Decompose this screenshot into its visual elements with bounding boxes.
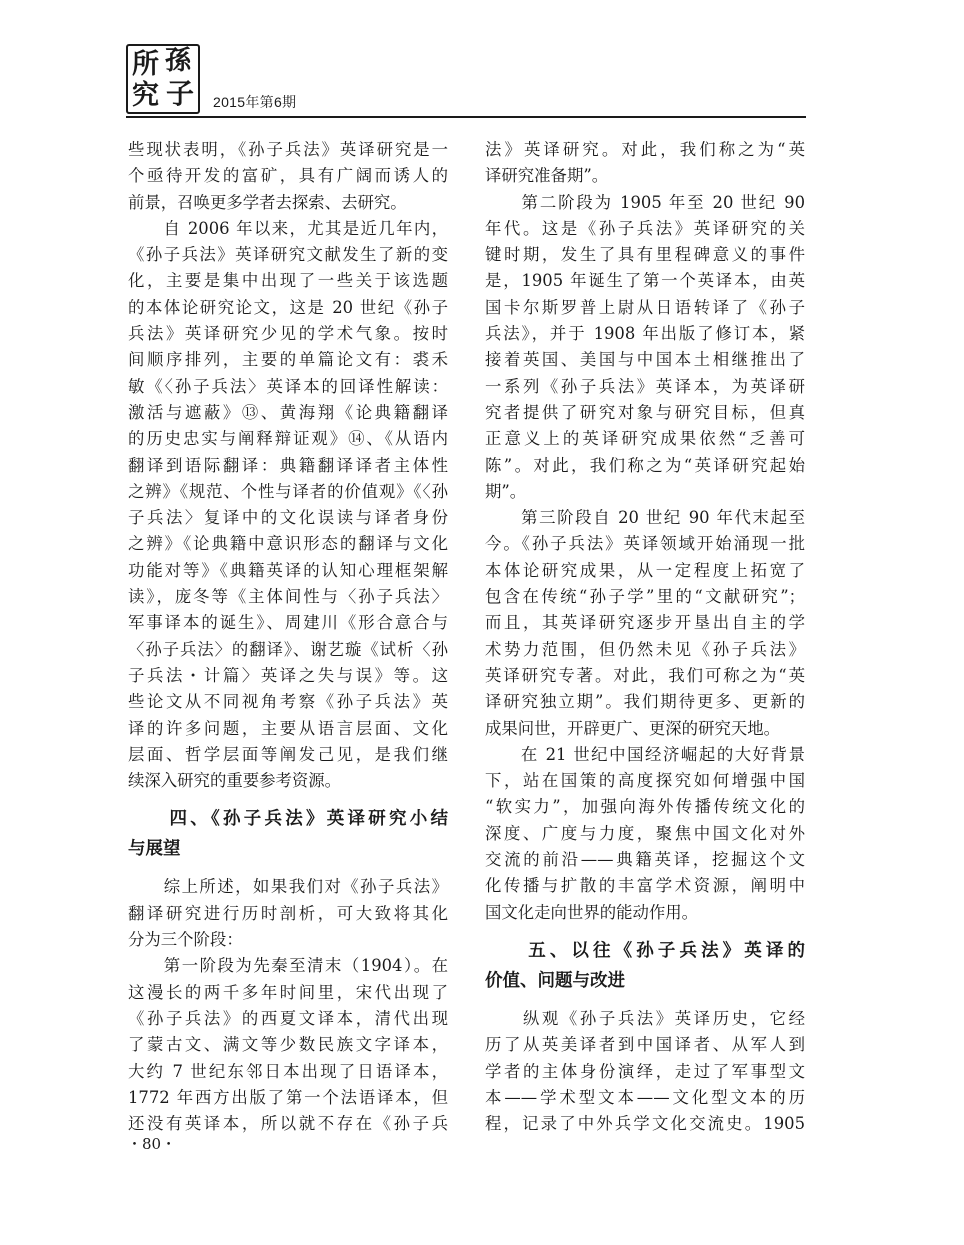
text-line: 还没有英译本，所以就不存在《孙子兵 <box>128 1114 448 1134</box>
text-line: 陈”。对此，我们称之为“英译研究起始 <box>485 455 805 475</box>
text-line: 在 21 世纪中国经济崛起的大好背景 <box>485 744 805 764</box>
text-line: 翻译研究进行历时剖析，可大致将其化 <box>128 903 448 923</box>
text-line: 英译研究专著。对此，我们可称之为“英 <box>485 665 805 685</box>
text-line: 法》英译研究。对此，我们称之为“英 <box>485 140 805 159</box>
text-line: 深度、广度与力度，聚焦中国文化对外 <box>485 823 805 843</box>
text-line: 读》，庞冬等《主体间性与〈孙子兵法〉 <box>128 587 448 607</box>
text-line: 第一阶段为先秦至清末（1904）。在 <box>128 956 448 976</box>
line-gap <box>485 926 805 936</box>
section-heading-line: 五、以往《孙子兵法》英译的 <box>485 940 805 961</box>
text-line: 本——学术型文本——文化型文本的历 <box>485 1087 805 1107</box>
text-line: 兵法》英译研究少见的学术气象。按时 <box>128 324 448 344</box>
text-line: 今。《孙子兵法》英译领域开始涌现一批 <box>485 534 805 554</box>
text-line: 翻译到语际翻译：典籍翻译译者主体性 <box>128 455 448 475</box>
text-line: 之辨》《论典籍中意识形态的翻译与文化 <box>128 534 448 554</box>
text-line: 下，站在国策的高度探究如何增强中国 <box>485 771 805 791</box>
text-line: 了蒙古文、满文等少数民族文字译本， <box>128 1035 448 1055</box>
section-heading-line: 与展望 <box>128 839 181 860</box>
line-gap <box>128 794 448 804</box>
text-line: 子兵法・计篇〉英译之失与误》等。这 <box>128 665 448 685</box>
text-line: 包含在传统“孙子学”里的“文献研究”； <box>485 587 805 607</box>
journal-logo <box>126 44 200 114</box>
text-line: 成果问世，开辟更广、更深的研究天地。 <box>485 718 781 738</box>
text-line: 化传播与扩散的丰富学术资源，阐明中 <box>485 876 805 896</box>
text-line: 第二阶段为 1905 年至 20 世纪 90 <box>485 192 805 212</box>
right-column <box>485 137 805 1137</box>
text-line: 子兵法〉复译中的文化误读与译者身份 <box>128 508 448 528</box>
text-line: 纵观《孙子兵法》英译历史，它经 <box>485 1008 805 1028</box>
text-line: 敏《〈孙子兵法〉英译本的回译性解读： <box>128 376 448 396</box>
text-line: 这漫长的两千多年时间里，宋代出现了 <box>128 982 448 1002</box>
text-line: 一系列《孙子兵法》英译本，为英译研 <box>485 376 805 396</box>
text-line: 〈孙子兵法〉的翻译》、谢艺璇《试析〈孙 <box>128 639 448 659</box>
text-line: 前景，召唤更多学者去探索、去研究。 <box>128 192 407 212</box>
text-line: 军事译本的诞生》、周建川《形合意合与 <box>128 613 448 633</box>
text-line: 兵法》，并于 1908 年出版了修订本，紧 <box>485 324 805 344</box>
text-line: 交流的前沿——典籍英译，挖掘这个文 <box>485 850 805 870</box>
text-line: 些现状表明，《孙子兵法》英译研究是一 <box>128 140 448 159</box>
text-line: 历了从英美译者到中国译者、从军人到 <box>485 1035 805 1055</box>
text-line: 程，记录了中外兵学文化交流史。1905 <box>485 1114 805 1134</box>
text-line: 译研究独立期”。我们期待更多、更新的 <box>485 692 805 712</box>
page-number: ・80・ <box>127 1135 177 1153</box>
text-line: 学者的主体身份演绎，走过了军事型文 <box>485 1061 805 1081</box>
text-line: 分为三个阶段： <box>128 930 243 950</box>
text-line: 国文化走向世界的能动作用。 <box>485 902 699 922</box>
text-line: 年代。这是《孙子兵法》英译研究的关 <box>485 218 805 238</box>
logo-glyph: 孫 <box>165 46 192 76</box>
text-line: 化，主要是集中出现了一些关于该选题 <box>128 271 448 291</box>
text-line: 本体论研究成果，从一定程度上拓宽了 <box>485 560 805 580</box>
section-heading-line: 价值、问题与改进 <box>485 970 625 991</box>
text-line: 功能对等》《典籍英译的认知心理框架解 <box>128 560 448 580</box>
text-line: 之辨》《规范、个性与译者的价值观》《〈孙 <box>128 481 448 501</box>
text-line: 而且，其英译研究逐步开垦出自主的学 <box>485 613 805 633</box>
line-gap <box>485 996 805 1006</box>
text-line: 个亟待开发的富矿，具有广阔而诱人的 <box>128 166 448 186</box>
text-line: 些论文从不同视角考察《孙子兵法》英 <box>128 692 448 712</box>
text-line: 究者提供了研究对象与研究目标，但真 <box>485 402 805 422</box>
left-column <box>128 137 448 1137</box>
text-line: 国卡尔斯罗普上尉从日语转译了《孙子 <box>485 297 805 317</box>
section-heading-line: 四、《孙子兵法》英译研究小结 <box>128 809 448 830</box>
issue-label: 2015年第6期 <box>213 94 297 110</box>
text-line: 的本体论研究论文，这是 20 世纪《孙子 <box>128 297 448 317</box>
text-line: 综上所述，如果我们对《孙子兵法》 <box>128 877 448 897</box>
text-line: 是，1905 年诞生了第一个英译本，由英 <box>485 271 805 291</box>
logo-glyph: 子 <box>166 77 195 110</box>
text-line: 间顺序排列，主要的单篇论文有：裘禾 <box>128 350 448 370</box>
text-line: 译的许多问题，主要从语言层面、文化 <box>128 718 448 738</box>
logo-glyph: 究 <box>132 80 159 111</box>
text-line: 术势力范围，但仍然未见《孙子兵法》 <box>485 639 805 659</box>
text-line: 期”。 <box>485 481 527 501</box>
header-rule <box>126 116 806 118</box>
text-line: 接着英国、美国与中国本土相继推出了 <box>485 350 805 370</box>
text-line: 激活与遮蔽》⑬、黄海翔《论典籍翻译 <box>128 402 448 422</box>
text-line: 自 2006 年以来，尤其是近几年内， <box>128 218 448 238</box>
text-line: 1772 年西方出版了第一个法语译本，但 <box>128 1087 448 1107</box>
line-gap <box>128 864 448 874</box>
text-line: “软实力”，加强向海外传播传统文化的 <box>485 797 805 817</box>
text-line: 《孙子兵法》英译研究文献发生了新的变 <box>128 245 448 265</box>
logo-glyph: 所 <box>132 49 159 80</box>
text-line: 续深入研究的重要参考资源。 <box>128 771 342 791</box>
text-line: 译研究准备期”。 <box>485 166 609 186</box>
text-line: 《孙子兵法》的西夏文译本，清代出现 <box>128 1008 448 1028</box>
text-line: 的历史忠实与阐释辩证观》⑭、《从语内 <box>128 429 448 449</box>
text-line: 层面、哲学层面等阐发己见，是我们继 <box>128 744 448 764</box>
text-line: 正意义上的英译研究成果依然“乏善可 <box>485 429 805 449</box>
text-line: 大约 7 世纪东邻日本出现了日语译本， <box>128 1061 448 1081</box>
text-line: 键时期，发生了具有里程碑意义的事件 <box>485 245 805 265</box>
text-line: 第三阶段自 20 世纪 90 年代末起至 <box>485 508 805 528</box>
